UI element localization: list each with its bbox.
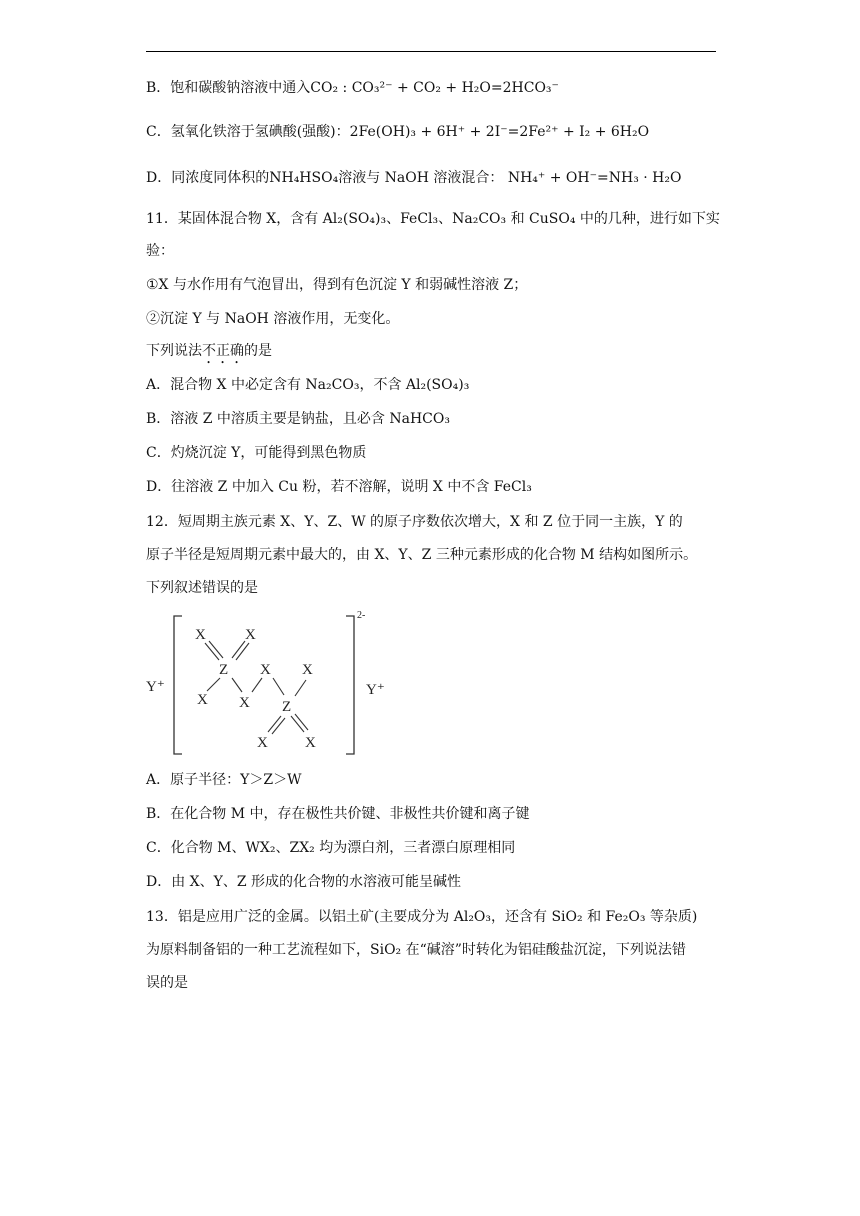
q10-option-b: B．饱和碳酸钠溶液中通入CO₂ : CO₃²⁻ + CO₂ + H₂O=2HCO₃⁻: [146, 80, 559, 96]
header-rule: [146, 51, 716, 52]
q11-option-d: D．往溶液 Z 中加入 Cu 粉，若不溶解，说明 X 中不含 FeCl₃: [146, 479, 532, 495]
q10-option-c: C．氢氧化铁溶于氢碘酸(强酸)：2Fe(OH)₃ + 6H⁺ + 2I⁻=2Fe²⁺ + I₂ + 6H₂O: [146, 124, 650, 140]
q12-option-c: C．化合物 M、WX₂、ZX₂ 均为漂白剂，三者漂白原理相同: [146, 840, 516, 856]
left-cation: Y⁺: [146, 679, 165, 695]
q13-stem-line2: 为原料制备铝的一种工艺流程如下，SiO₂ 在“碱溶”时转化为铝硅酸盐沉淀，下列说法错: [146, 942, 686, 958]
q11-option-a: A．混合物 X 中必定含有 Na₂CO₃，不含 Al₂(SO₄)₃: [146, 377, 470, 393]
atom-z1: Z: [219, 662, 229, 678]
q13-stem-line1: 13．铝是应用广泛的金属。以铝土矿(主要成分为 Al₂O₃，还含有 SiO₂ 和 Fe₂O₃ 等杂质): [146, 909, 698, 925]
left-bracket: [174, 616, 182, 754]
q11-stem-line1: 11．某固体混合物 X，含有 Al₂(SO₄)₃、FeCl₃、Na₂CO₃ 和 CuSO₄ 中的几种，进行如下实: [146, 211, 720, 227]
atom-x3: X: [260, 662, 271, 678]
q12-option-b: B．在化合物 M 中，存在极性共价键、非极性共价键和离子键: [146, 806, 530, 822]
ion-charge: 2-: [357, 610, 366, 621]
q12-stem-line1: 12．短周期主族元素 X、Y、Z、W 的原子序数依次增大，X 和 Z 位于同一主族，Y 的: [146, 514, 683, 530]
q11-question: 下列说法不正确的是: [146, 343, 272, 359]
q13-stem-line3: 误的是: [146, 975, 188, 991]
q12-option-d: D．由 X、Y、Z 形成的化合物的水溶液可能呈碱性: [146, 874, 462, 890]
q12-stem-line2: 原子半径是短周期元素中最大的，由 X、Y、Z 三种元素形成的化合物 M 结构如图所示。: [146, 547, 698, 563]
atom-z2: Z: [282, 699, 292, 715]
right-cation: Y⁺: [366, 682, 385, 698]
q11-step2: ②沉淀 Y 与 NaOH 溶液作用，无变化。: [146, 311, 400, 327]
q11-step1: ①X 与水作用有气泡冒出，得到有色沉淀 Y 和弱碱性溶液 Z；: [146, 277, 528, 293]
atom-x5: X: [197, 692, 208, 708]
right-bracket: [346, 616, 354, 754]
atom-x1: X: [195, 627, 206, 643]
q11-option-b: B．溶液 Z 中溶质主要是钠盐，且必含 NaHCO₃: [146, 411, 450, 427]
q11-stem-line2: 验：: [146, 243, 174, 259]
q11-option-c: C．灼烧沉淀 Y，可能得到黑色物质: [146, 445, 367, 461]
q10-option-d: D．同浓度同体积的NH₄HSO₄溶液与 NaOH 溶液混合： NH₄⁺ + OH⁻=NH₃ · H₂O: [146, 170, 682, 186]
atom-x4: X: [302, 662, 313, 678]
atom-x8: X: [305, 735, 316, 751]
atom-x2: X: [245, 627, 256, 643]
atom-x7: X: [257, 735, 268, 751]
q12-stem-line3: 下列叙述错误的是: [146, 580, 258, 596]
atom-x6: X: [239, 695, 250, 711]
q11-emphasis: 不正确: [202, 343, 244, 359]
q12-structure-figure: [146, 608, 396, 758]
q12-option-a: A．原子半径：Y＞Z＞W: [146, 772, 302, 788]
